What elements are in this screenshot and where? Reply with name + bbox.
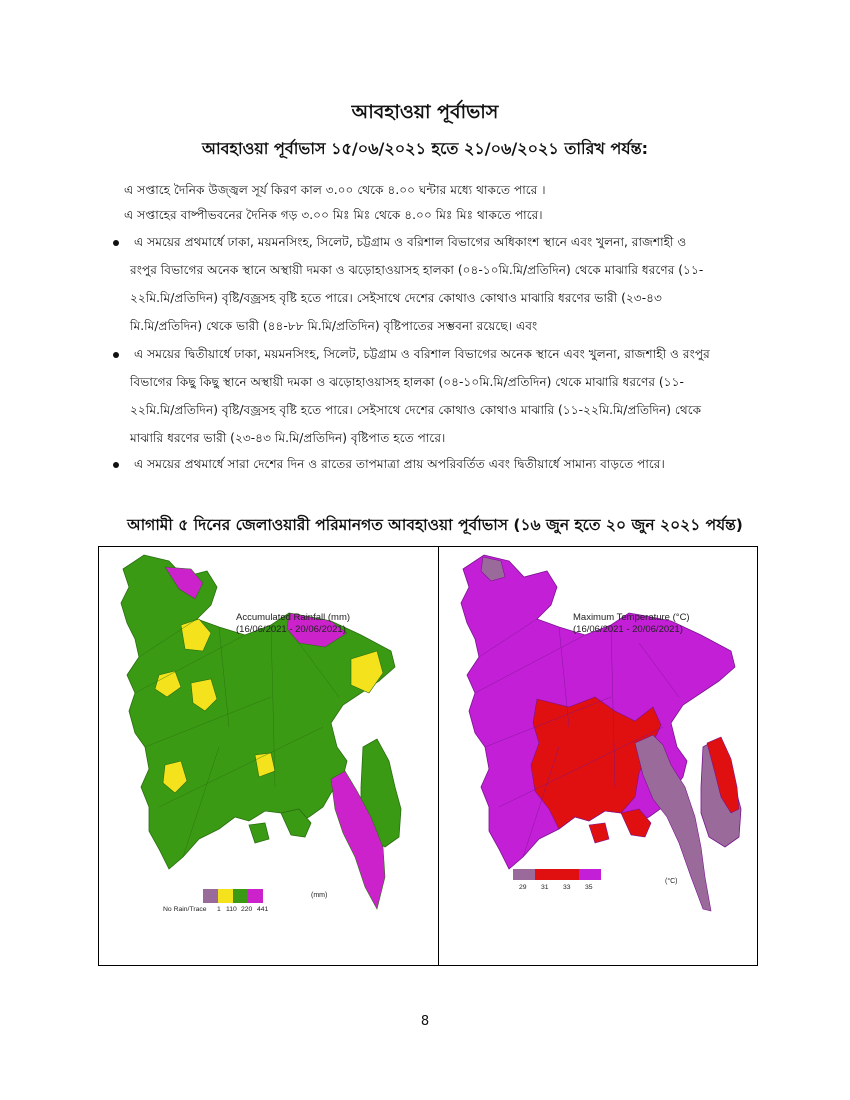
rainfall-map-date-range: (16/06/2021 - 20/06/2021) (236, 624, 346, 635)
page-title: আবহাওয়া পূর্বাভাস (351, 101, 499, 123)
rainfall-legend-label: 441 (257, 906, 269, 913)
temperature-legend-label: 33 (563, 884, 571, 891)
maps-section-title: আগামী ৫ দিনের জেলাওয়ারী পরিমানগত আবহাওয়া পূর্বাভাস (১৬ জুন হতে ২০ জুন ২০২১ পর্যন্ত) (127, 516, 743, 534)
bullet-2-line-2: বিভাগের কিছু কিছু স্থানে অস্থায়ী দমকা ও ঝড়োহাওয়াসহ হালকা (০৪-১০মি.মি/প্রতিদিন) থেকে মাঝারি ধরণের (১১- (130, 375, 684, 389)
rainfall-legend-label: 110 (226, 906, 237, 913)
temperature-legend-label: 31 (541, 884, 549, 891)
page-subtitle: আবহাওয়া পূর্বাভাস ১৫/০৬/২০২১ হতে ২১/০৬/২০২১ তারিখ পর্যন্ত: (201, 139, 648, 158)
evaporation-line: এ সপ্তাহের বাষ্পীভবনের দৈনিক গড় ৩.০০ মিঃ মিঃ থেকে ৪.০০ মিঃ মিঃ থাকতে পারে। (124, 208, 543, 222)
bullet-dot (113, 352, 119, 358)
rainfall-unit-label: (mm) (311, 892, 328, 899)
rainfall-map-image (99, 547, 437, 965)
temperature-legend-label: 29 (519, 884, 527, 891)
bullet-2-line-3: ২২মি.মি/প্রতিদিন) বৃষ্টি/বজ্রসহ বৃষ্টি হতে পারে। সেইসাথে দেশের কোথাও কোথাও মাঝারি (১১-২২মি.মি/প্রতিদিন) থেকে (130, 403, 702, 417)
sunshine-line: এ সপ্তাহে দৈনিক উজ্জ্বল সূর্য কিরণ কাল ৩.০০ থেকে ৪.০০ ঘন্টার মধ্যে থাকতে পারে । (124, 183, 546, 197)
bullet-1-line-2: রংপুর বিভাগের অনেক স্থানে অস্থায়ী দমকা ও ঝড়োহাওয়াসহ হালকা (০৪-১০মি.মি/প্রতিদিন) থেকে মাঝারি ধরণের (১১- (130, 263, 704, 277)
temperature-unit-label: (°C) (665, 878, 678, 885)
rainfall-legend-label: 1 (217, 906, 221, 913)
temperature-map-image (439, 547, 757, 965)
bullet-1-line-4: মি.মি/প্রতিদিন) থেকে ভারী (৪৪-৮৮ মি.মি/প্রতিদিন) বৃষ্টিপাতের সম্ভবনা রয়েছে। এবং (130, 319, 538, 333)
rainfall-legend-label: 220 (241, 906, 253, 913)
bullet-1-line-3: ২২মি.মি/প্রতিদিন) বৃষ্টি/বজ্রসহ বৃষ্টি হতে পারে। সেইসাথে দেশের কোথাও কোথাও মাঝারি ধরণের ভারী (২৩-৪৩ (130, 291, 662, 305)
bullet-3-line-1: এ সময়ের প্রথমার্ধে সারা দেশের দিন ও রাতের তাপমাত্রা প্রায় অপরিবর্তিত এবং দ্বিতীয়ার্ধে সামান্য বাড়তে পারে। (134, 457, 665, 471)
rainfall-legend-label: No Rain/Trace (163, 906, 207, 913)
rainfall-map-title: Accumulated Rainfall (mm) (236, 612, 351, 623)
bullet-dot (113, 462, 119, 468)
bullet-dot (113, 240, 119, 246)
bullet-1-line-1: এ সময়ের প্রথমার্ধে ঢাকা, ময়মনসিংহ, সিলেট, চট্টগ্রাম ও বরিশাল বিভাগের অধিকাংশ স্থানে এবং খুলনা, রাজশাহী ও (134, 235, 687, 249)
temperature-map-panel (439, 547, 777, 965)
bullet-2-line-1: এ সময়ের দ্বিতীয়ার্ধে ঢাকা, ময়মনসিংহ, সিলেট, চট্টগ্রাম ও বরিশাল বিভাগের অনেক স্থানে এবং খুলনা, রাজশাহী ও রংপুর (134, 347, 710, 361)
temperature-map-title: Maximum Temperature (°C) (573, 612, 690, 623)
rainfall-map-panel (99, 547, 437, 965)
temperature-map-date-range: (16/06/2021 - 20/06/2021) (573, 624, 683, 635)
temperature-legend-label: 35 (585, 884, 593, 891)
page-number: 8 (420, 1014, 430, 1029)
bullet-2-line-4: মাঝারি ধরণের ভারী (২৩-৪৩ মি.মি/প্রতিদিন) বৃষ্টিপাত হতে পারে। (130, 431, 446, 445)
